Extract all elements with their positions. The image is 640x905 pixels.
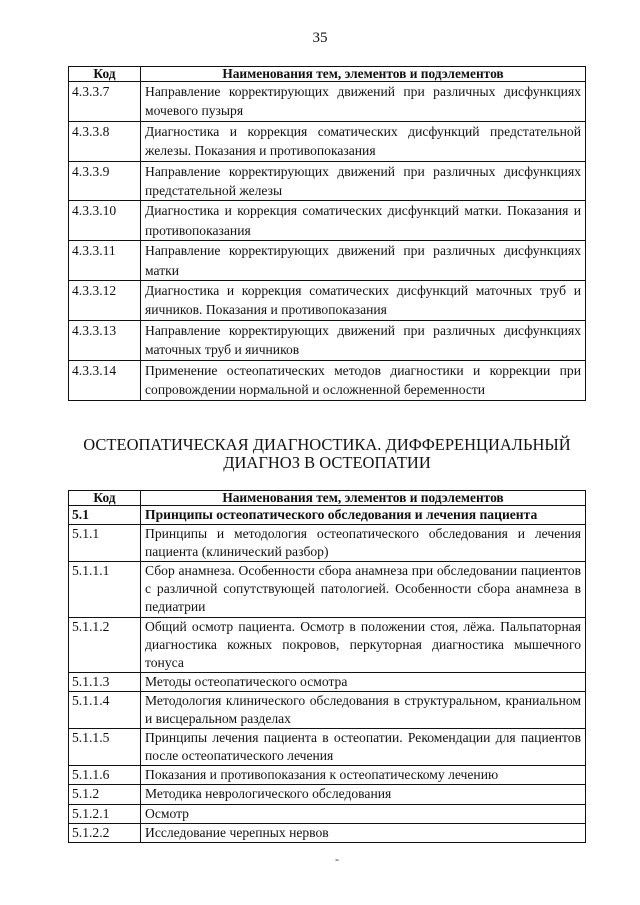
name-column-header: Наименования тем, элементов и подэлементов: [141, 491, 586, 506]
row-code: 5.1.1.6: [69, 766, 141, 785]
table-row: [69, 121, 586, 161]
row-code: 5.1: [69, 506, 141, 525]
section-heading-line-2: ДИАГНОЗ В ОСТЕОПАТИИ: [223, 453, 431, 472]
row-name: Принципы остеопатического обследования и лечения пациента: [141, 506, 586, 525]
table-row: [69, 201, 586, 241]
topics-table-section-5: [68, 490, 586, 843]
row-name: Диагностика и коррекция соматических дисфункций маточных труб и яичников. Показания и противопоказания: [141, 281, 586, 321]
row-name: Принципы и методология остеопатического обследования и лечения пациента (клинический разбор): [141, 525, 586, 562]
row-name: Методика неврологического обследования: [141, 785, 586, 804]
row-code: 4.3.3.10: [69, 201, 141, 241]
section-heading: [68, 436, 586, 472]
bottom-mark: -: [335, 852, 339, 866]
row-code: 4.3.3.12: [69, 281, 141, 321]
row-name: Методология клинического обследования в структуральном, краниальном и висцеральном разделах: [141, 691, 586, 728]
row-name: Сбор анамнеза. Особенности сбора анамнеза при обследовании пациентов с различной сопутствующей патологией. Особенности сбора анамнеза в педиатрии: [141, 562, 586, 617]
row-name: Применение остеопатических методов диагностики и коррекции при сопровождении нормальной и осложненной беременности: [141, 360, 586, 400]
table-row: [69, 766, 586, 785]
table-row: [69, 241, 586, 281]
table-row: [69, 281, 586, 321]
row-name: Направление корректирующих движений при различных дисфункциях маточных труб и яичников: [141, 320, 586, 360]
row-name: Показания и противопоказания к остеопатическому лечению: [141, 766, 586, 785]
section-heading-line-1: ОСТЕОПАТИЧЕСКАЯ ДИАГНОСТИКА. ДИФФЕРЕНЦИАЛЬНЫЙ: [83, 435, 571, 454]
row-code: 4.3.3.11: [69, 241, 141, 281]
row-code: 5.1.1.2: [69, 617, 141, 672]
table-row: [69, 161, 586, 201]
table-row: [69, 785, 586, 804]
row-name: Направление корректирующих движений при различных дисфункциях матки: [141, 241, 586, 281]
table-row: [69, 617, 586, 672]
row-code: 5.1.1.3: [69, 672, 141, 691]
topics-table-continued: [68, 66, 586, 401]
row-code: 5.1.2: [69, 785, 141, 804]
table-row: [69, 729, 586, 766]
row-code: 4.3.3.13: [69, 320, 141, 360]
row-code: 5.1.1.5: [69, 729, 141, 766]
table-row: [69, 672, 586, 691]
table-row: [69, 562, 586, 617]
row-name: Диагностика и коррекция соматических дисфункций матки. Показания и противопоказания: [141, 201, 586, 241]
table-row: [69, 525, 586, 562]
row-code: 5.1.1.4: [69, 691, 141, 728]
table-row: [69, 804, 586, 823]
page-number: 35: [312, 30, 328, 46]
row-code: 5.1.2.1: [69, 804, 141, 823]
row-name: Методы остеопатического осмотра: [141, 672, 586, 691]
row-name: Осмотр: [141, 804, 586, 823]
table-row: [69, 82, 586, 122]
code-column-header: Код: [69, 491, 141, 506]
table-header-row: [69, 491, 586, 506]
row-name: Диагностика и коррекция соматических дисфункций предстательной железы. Показания и противопоказания: [141, 121, 586, 161]
row-code: 4.3.3.9: [69, 161, 141, 201]
code-column-header: Код: [69, 67, 141, 82]
row-code: 5.1.2.2: [69, 823, 141, 842]
row-code: 5.1.1.1: [69, 562, 141, 617]
row-name: Исследование черепных нервов: [141, 823, 586, 842]
table-row: [69, 691, 586, 728]
row-name: Направление корректирующих движений при различных дисфункциях мочевого пузыря: [141, 82, 586, 122]
name-column-header: Наименования тем, элементов и подэлементов: [141, 67, 586, 82]
row-name: Направление корректирующих движений при различных дисфункциях предстательной железы: [141, 161, 586, 201]
table-row: [69, 320, 586, 360]
row-name: Принципы лечения пациента в остеопатии. Рекомендации для пациентов после остеопатического лечения: [141, 729, 586, 766]
table-header-row: [69, 67, 586, 82]
row-code: 4.3.3.8: [69, 121, 141, 161]
table-row: [69, 360, 586, 400]
row-code: 4.3.3.14: [69, 360, 141, 400]
table-row: [69, 823, 586, 842]
row-code: 4.3.3.7: [69, 82, 141, 122]
table-row: [69, 506, 586, 525]
row-name: Общий осмотр пациента. Осмотр в положении стоя, лёжа. Пальпаторная диагностика кожных покровов, перкуторная диагностика мышечного тонуса: [141, 617, 586, 672]
row-code: 5.1.1: [69, 525, 141, 562]
